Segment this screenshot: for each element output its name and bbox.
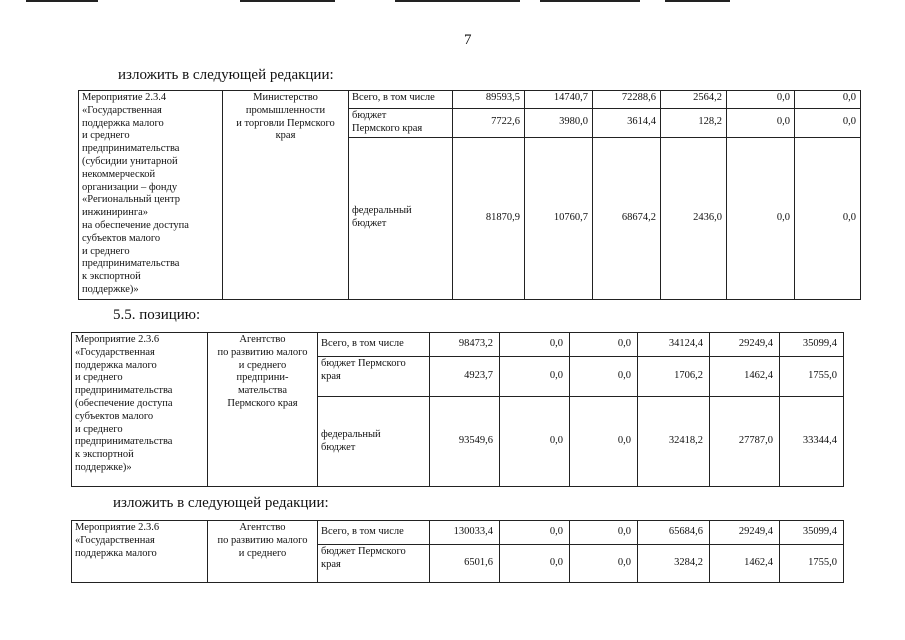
amendment-heading-1: изложить в следующей редакции:: [118, 67, 334, 83]
value-cell: 3614,4: [593, 109, 661, 138]
value-cell: 1462,4: [710, 545, 780, 583]
page-number: 7: [464, 32, 472, 48]
table-row: [79, 91, 861, 109]
table-event-2-3-4: [78, 90, 861, 300]
value-cell: 1462,4: [710, 357, 780, 397]
value-cell: 33344,4: [780, 397, 844, 487]
table-event-2-3-6-new: [71, 520, 844, 583]
value-cell: 0,0: [500, 521, 570, 545]
value-cell: 0,0: [570, 333, 638, 357]
top-rule-right: [665, 0, 730, 2]
event-cell: Мероприятие 2.3.6 «Государственная поддержка малого: [72, 521, 208, 583]
value-cell: 128,2: [661, 109, 727, 138]
top-rule-mid-3: [540, 0, 640, 2]
executor-cell: Агентство по развитию малого и среднего предприни- мательства Пермского края: [208, 333, 318, 487]
value-cell: 29249,4: [710, 333, 780, 357]
value-cell: 0,0: [570, 545, 638, 583]
value-cell: 32418,2: [638, 397, 710, 487]
source-cell: бюджет Пермского края: [318, 545, 430, 583]
top-rule-mid-2: [395, 0, 520, 2]
event-cell: Мероприятие 2.3.6 «Государственная поддержка малого и среднего предпринимательства (обеспечение доступа субъектов малого и среднего предпринимательства к экспортной поддержке)»: [72, 333, 208, 487]
value-cell: 130033,4: [430, 521, 500, 545]
top-rule-mid-1: [240, 0, 335, 2]
value-cell: 3980,0: [525, 109, 593, 138]
value-cell: 1706,2: [638, 357, 710, 397]
source-cell: бюджет Пермского края: [349, 109, 453, 138]
value-cell: 0,0: [500, 333, 570, 357]
source-cell: Всего, в том числе: [349, 91, 453, 109]
table-event-2-3-6-current: [71, 332, 844, 487]
value-cell: 89593,5: [453, 91, 525, 109]
table-row: [72, 521, 844, 545]
source-cell: Всего, в том числе: [318, 521, 430, 545]
value-cell: 3284,2: [638, 545, 710, 583]
value-cell: 93549,6: [430, 397, 500, 487]
value-cell: 0,0: [500, 357, 570, 397]
value-cell: 35099,4: [780, 333, 844, 357]
value-cell: 0,0: [795, 109, 861, 138]
value-cell: 29249,4: [710, 521, 780, 545]
value-cell: 34124,4: [638, 333, 710, 357]
value-cell: 0,0: [570, 397, 638, 487]
value-cell: 0,0: [570, 357, 638, 397]
executor-cell: Агентство по развитию малого и среднего: [208, 521, 318, 583]
source-cell: федеральный бюджет: [318, 397, 430, 487]
executor-cell: Министерство промышленности и торговли Пермского края: [223, 91, 349, 300]
event-cell: Мероприятие 2.3.4 «Государственная поддержка малого и среднего предпринимательства (субсидии унитарной некоммерческой организации – фонду «Региональный центр инжиниринга» на обеспечение доступа субъектов малого и среднего предпринимательства к экспортной поддержке)»: [79, 91, 223, 300]
value-cell: 0,0: [795, 137, 861, 299]
value-cell: 68674,2: [593, 137, 661, 299]
value-cell: 0,0: [795, 91, 861, 109]
source-cell: бюджет Пермского края: [318, 357, 430, 397]
value-cell: 14740,7: [525, 91, 593, 109]
value-cell: 0,0: [500, 545, 570, 583]
value-cell: 0,0: [727, 91, 795, 109]
value-cell: 27787,0: [710, 397, 780, 487]
value-cell: 0,0: [727, 109, 795, 138]
value-cell: 81870,9: [453, 137, 525, 299]
value-cell: 2436,0: [661, 137, 727, 299]
top-rule-left: [26, 0, 98, 2]
value-cell: 0,0: [500, 397, 570, 487]
value-cell: 0,0: [727, 137, 795, 299]
value-cell: 98473,2: [430, 333, 500, 357]
value-cell: 35099,4: [780, 521, 844, 545]
position-heading: 5.5. позицию:: [113, 307, 201, 323]
source-cell: федеральный бюджет: [349, 137, 453, 299]
source-cell: Всего, в том числе: [318, 333, 430, 357]
value-cell: 72288,6: [593, 91, 661, 109]
value-cell: 10760,7: [525, 137, 593, 299]
value-cell: 0,0: [570, 521, 638, 545]
value-cell: 1755,0: [780, 545, 844, 583]
value-cell: 1755,0: [780, 357, 844, 397]
value-cell: 65684,6: [638, 521, 710, 545]
table-row: [72, 333, 844, 357]
value-cell: 6501,6: [430, 545, 500, 583]
value-cell: 4923,7: [430, 357, 500, 397]
value-cell: 2564,2: [661, 91, 727, 109]
amendment-heading-2: изложить в следующей редакции:: [113, 495, 329, 511]
value-cell: 7722,6: [453, 109, 525, 138]
